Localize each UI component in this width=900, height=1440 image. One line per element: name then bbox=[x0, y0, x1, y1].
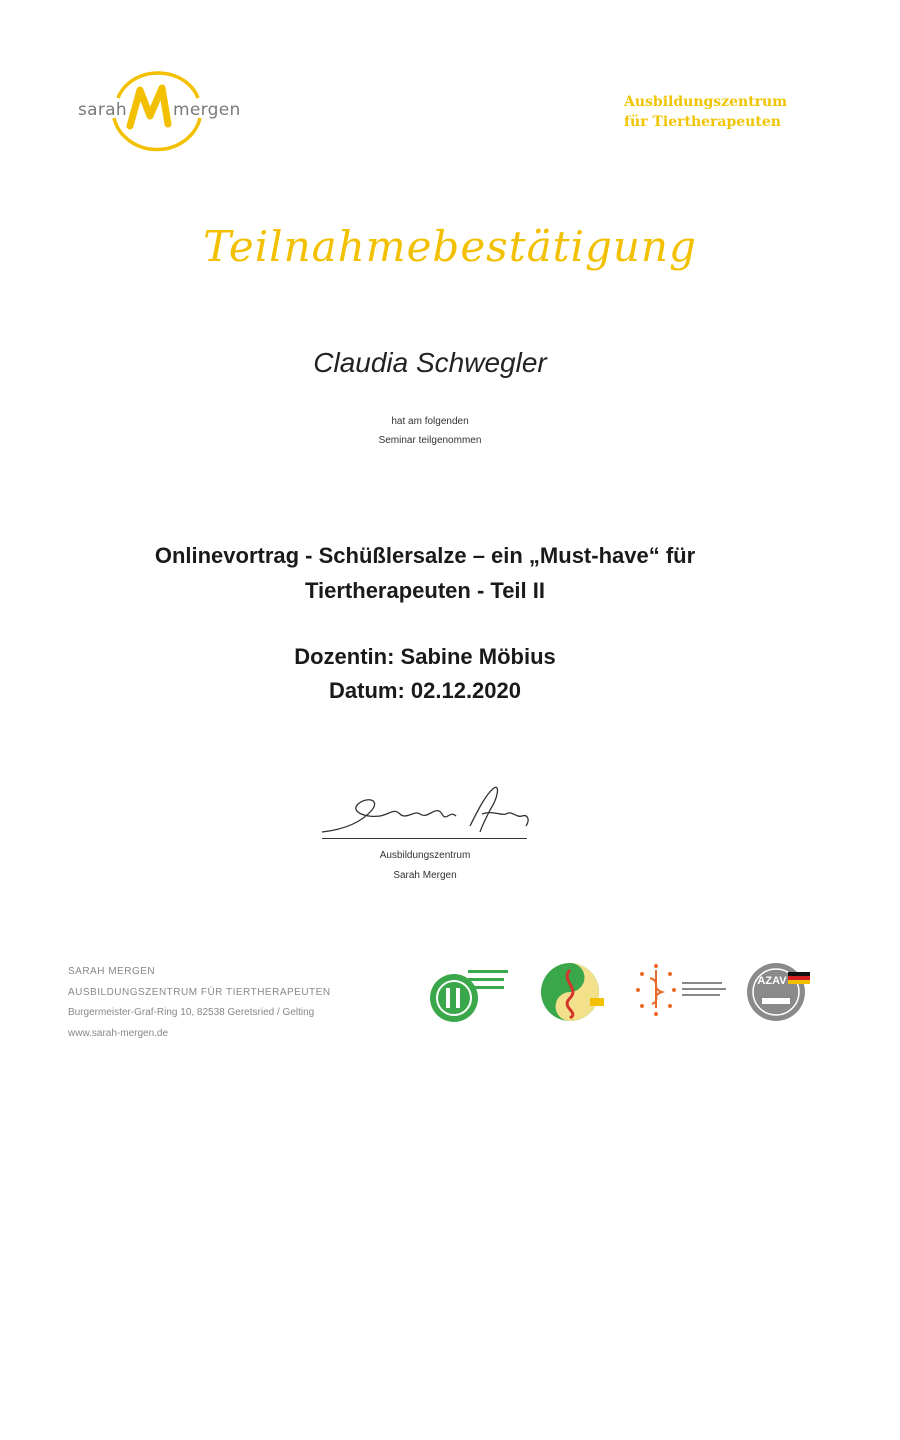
center-name-line1: Ausbildungszentrum bbox=[624, 94, 788, 110]
logo-word-left: sarah bbox=[78, 100, 127, 120]
footer-line2: AUSBILDUNGSZENTRUM FÜR TIERTHERAPEUTEN bbox=[68, 986, 331, 998]
azav-label: AZAV bbox=[757, 975, 787, 987]
seminar-title-line2: Tiertherapeuten - Teil II bbox=[304, 578, 545, 603]
signature-caption-line2: Sarah Mergen bbox=[393, 870, 457, 881]
seminar-date: Datum: 02.12.2020 bbox=[329, 678, 521, 703]
footer-address bbox=[68, 962, 388, 1044]
seminar-details bbox=[0, 640, 850, 708]
training-center-name bbox=[624, 92, 824, 132]
center-name-line2: für Tiertherapeuten bbox=[624, 114, 781, 130]
seminar-title-line1: Onlinevortrag - Schüßlersalze – ein „Must-have“ für bbox=[154, 543, 696, 568]
footer-line3: Burgermeister-Graf-Ring 10, 82538 Geretsried / Gelting bbox=[68, 1007, 315, 1018]
tierheilpraktiker-association-badge-icon bbox=[424, 958, 516, 1024]
seminar-title bbox=[0, 538, 850, 608]
lecturer: Dozentin: Sabine Möbius bbox=[294, 644, 556, 669]
yin-yang-caduceus-badge-icon bbox=[538, 960, 608, 1024]
footer-line1: SARAH MERGEN bbox=[68, 966, 156, 977]
participation-line-2: Seminar teilgenommen bbox=[378, 435, 482, 446]
signature-line bbox=[322, 838, 527, 839]
footer-line4: www.sarah-mergen.de bbox=[68, 1027, 169, 1039]
recipient-name: Claudia Schwegler bbox=[313, 347, 547, 378]
signature-caption-line1: Ausbildungszentrum bbox=[379, 850, 471, 861]
caduceus-stars-badge-icon bbox=[632, 958, 728, 1022]
logo-word-right: mergen bbox=[173, 100, 241, 120]
handwritten-signature bbox=[310, 780, 540, 842]
sarah-mergen-logo bbox=[70, 58, 250, 168]
azav-certification-badge-icon bbox=[744, 960, 812, 1024]
certificate-title: Teilnahmebestätigung bbox=[203, 222, 697, 271]
participation-line-1: hat am folgenden bbox=[391, 416, 469, 427]
